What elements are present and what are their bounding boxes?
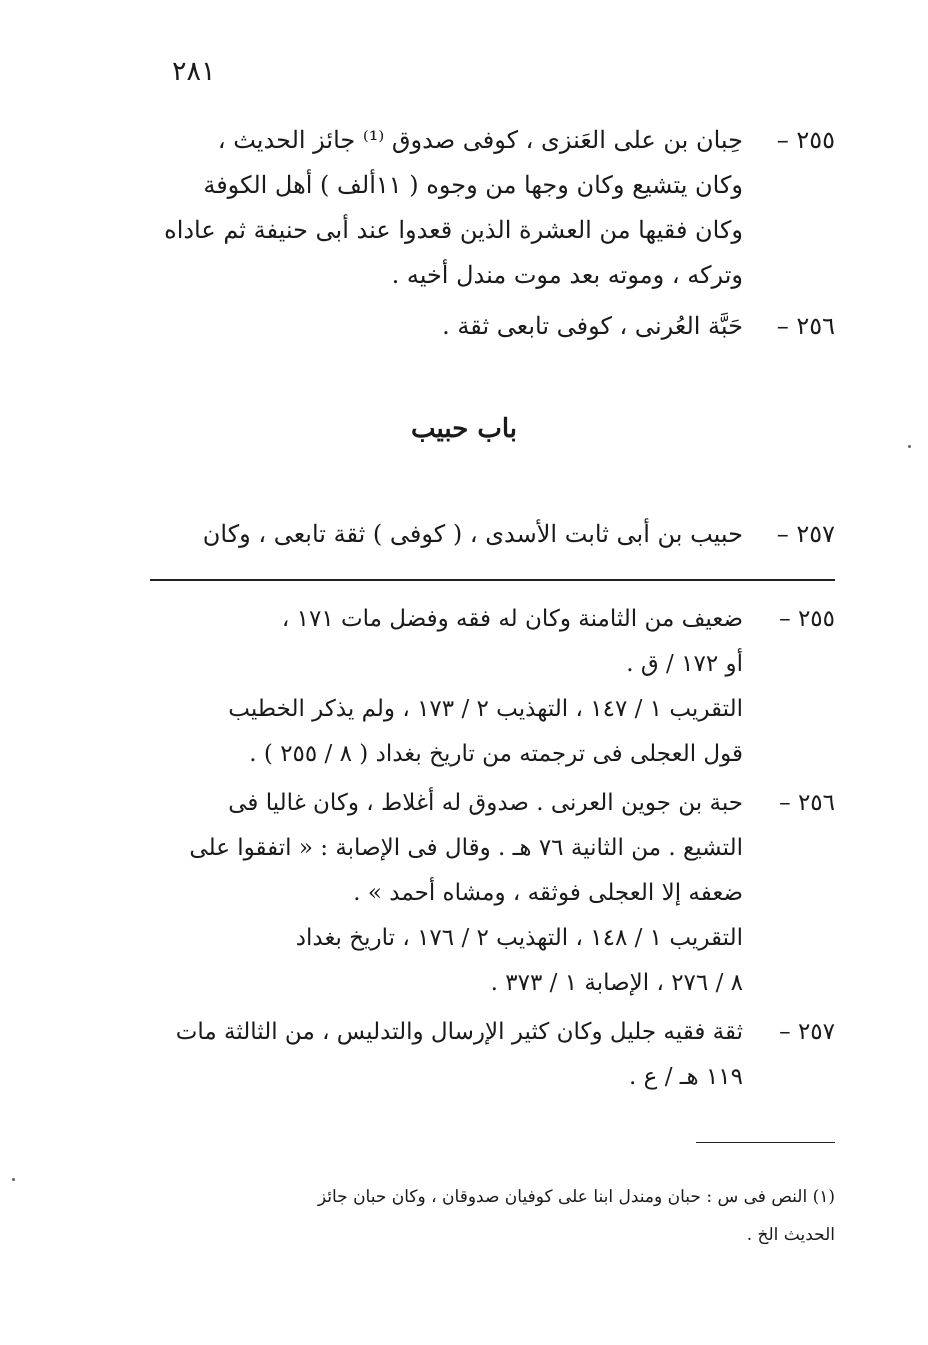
entry-number: ٢٥٧ –: [776, 520, 835, 548]
entry-257: [150, 512, 835, 557]
entry-number: ٢٥٦ –: [776, 312, 835, 340]
main-entries: [150, 118, 835, 355]
entry-line: وكان يتشيع وكان وجها من وجوه ( ١١ألف ) أهل الكوفة: [203, 171, 743, 199]
note-text: [150, 1010, 743, 1100]
entry-line: وتركه ، وموته بعد موت مندل أخيه .: [391, 261, 743, 289]
scan-speck: [12, 1178, 15, 1181]
notes-divider: [150, 579, 835, 581]
entry-line: حَبَّة العُرنى ، كوفى تابعى ثقة .: [442, 312, 743, 340]
entry-text: [150, 304, 743, 349]
note-number: ٢٥٥ –: [779, 606, 835, 632]
scan-speck: [908, 445, 911, 448]
note-line: أو ١٧٢ / ق .: [626, 651, 743, 677]
entry-number: ٢٥٥ –: [776, 126, 835, 154]
footnote-line: (١) النص فى س : حبان ومندل ابنا على كوفيان صدوقان ، وكان حبان جائز: [317, 1187, 835, 1207]
note-text: [150, 597, 743, 777]
footnote-line: الحديث الخ .: [746, 1225, 835, 1245]
note-line: قول العجلى فى ترجمته من تاريخ بغداد ( ٨ / ٢٥٥ ) .: [249, 741, 743, 767]
note-257: [150, 1010, 835, 1100]
note-line: ضعفه إلا العجلى فوثقه ، ومشاه أحمد » .: [353, 880, 743, 906]
section-heading: باب حبيب: [411, 414, 517, 444]
note-line: ثقة فقيه جليل وكان كثير الإرسال والتدليس ، من الثالثة مات: [175, 1019, 743, 1045]
entry-line: حِبان بن على العَنزى ، كوفى صدوق ⁽¹⁾ جائز الحديث ،: [217, 126, 743, 154]
entry-256: [150, 304, 835, 349]
note-line: ١١٩ هـ / ع .: [629, 1064, 743, 1090]
note-number: ٢٥٧ –: [779, 1019, 835, 1045]
editor-notes: [150, 597, 835, 1104]
page-number: ٢٨١: [172, 56, 216, 87]
footnote-divider: [696, 1142, 835, 1143]
note-line: التشيع . من الثانية ٧٦ هـ . وقال فى الإصابة : « اتفقوا على: [189, 835, 743, 861]
note-255: [150, 597, 835, 777]
entry-257-block: [150, 512, 835, 557]
entry-text: [150, 512, 743, 557]
note-text: [150, 781, 743, 1006]
entry-text: [150, 118, 743, 298]
note-number: ٢٥٦ –: [779, 790, 835, 816]
note-line: ٨ / ٢٧٦ ، الإصابة ١ / ٣٧٣ .: [490, 970, 743, 996]
note-line: التقريب ١ / ١٤٧ ، التهذيب ٢ / ١٧٣ ، ولم يذكر الخطيب: [228, 696, 743, 722]
note-line: حبة بن جوين العرنى . صدوق له أغلاط ، وكان غاليا فى: [228, 790, 743, 816]
note-line: التقريب ١ / ١٤٨ ، التهذيب ٢ / ١٧٦ ، تاريخ بغداد: [295, 925, 743, 951]
entry-line: وكان فقيها من العشرة الذين قعدوا عند أبى حنيفة ثم عاداه: [164, 216, 743, 244]
note-256: [150, 781, 835, 1006]
note-line: ضعيف من الثامنة وكان له فقه وفضل مات ١٧١ ،: [281, 606, 743, 632]
entry-255: [150, 118, 835, 298]
footnote: [150, 1178, 835, 1254]
entry-line: حبيب بن أبى ثابت الأسدى ، ( كوفى ) ثقة تابعى ، وكان: [202, 520, 743, 548]
